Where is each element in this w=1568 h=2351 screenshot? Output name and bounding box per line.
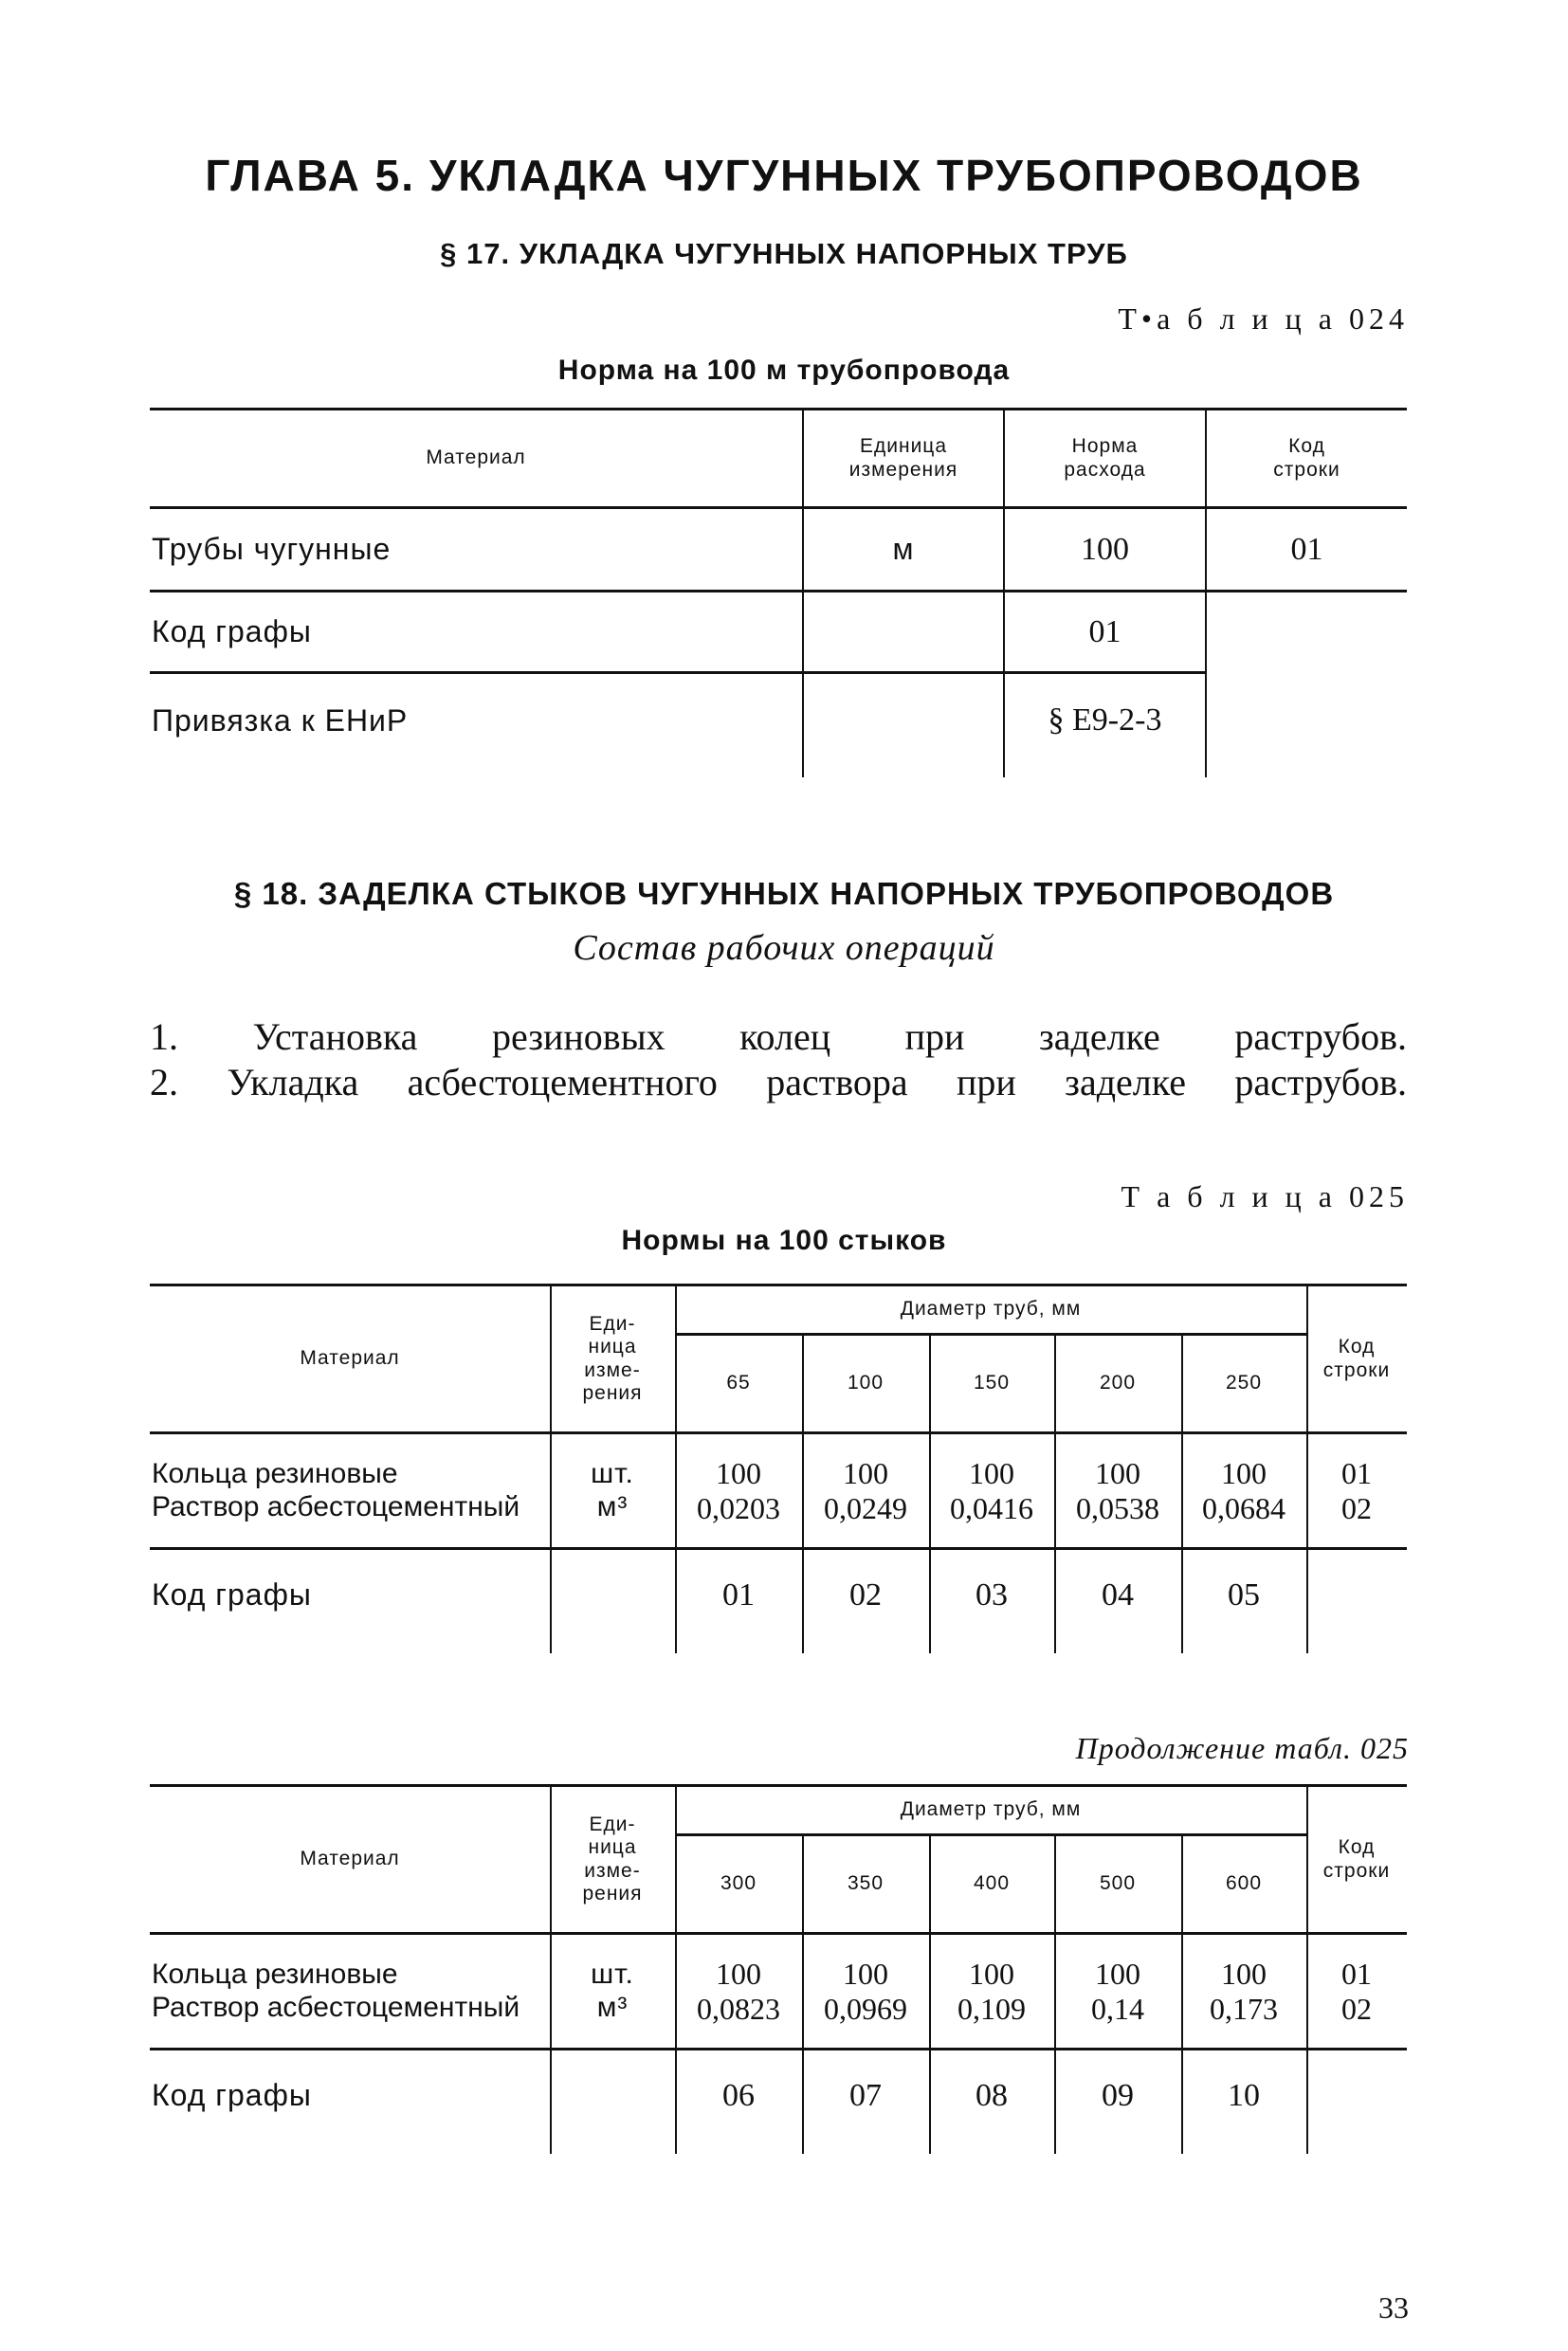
- material-name: Раствор асбестоцементный: [152, 1490, 520, 1522]
- value: 100: [969, 1956, 1014, 1991]
- column-code-value: 02: [849, 1576, 882, 1613]
- value: 0,0969: [824, 1991, 907, 2026]
- row-code: 02: [1341, 1490, 1372, 1525]
- column-code-label: Код графы: [152, 2078, 312, 2112]
- material-name: Кольца резиновые: [152, 1458, 398, 1489]
- value: 100: [1095, 1956, 1140, 1991]
- chapter-title: ГЛАВА 5. УКЛАДКА ЧУГУННЫХ ТРУБОПРОВОДОВ: [205, 151, 1363, 200]
- continuation-label: Продолжение табл. 025: [1075, 1731, 1409, 1765]
- value: 0,0249: [824, 1490, 907, 1525]
- value-cell: [675, 1434, 802, 1547]
- header-diameter-value: 200: [1099, 1372, 1137, 1394]
- value: 0,0684: [1202, 1490, 1285, 1525]
- header-diameter-value: 400: [973, 1872, 1011, 1895]
- header-diameter-value: 300: [720, 1872, 757, 1895]
- value: 0,0416: [950, 1490, 1033, 1525]
- unit-cell: [550, 1434, 675, 1547]
- header-diameter: Диаметр труб, мм: [900, 1298, 1082, 1321]
- value-cell: [675, 1935, 802, 2048]
- value: 100: [716, 1956, 761, 1991]
- section-18-title: § 18. ЗАДЕЛКА СТЫКОВ ЧУГУННЫХ НАПОРНЫХ ТРУБОПРОВОДОВ: [233, 876, 1335, 911]
- material-name: Кольца резиновые: [152, 1959, 398, 1990]
- value: 100: [1221, 1956, 1267, 1991]
- value: 0,14: [1091, 1991, 1144, 2026]
- operation-item: 2. Укладка асбестоцементного раствора при заделке раструбов.: [150, 1061, 1407, 1103]
- header-diameter-value: 65: [726, 1372, 751, 1394]
- header-diameter-value: 500: [1099, 1872, 1137, 1895]
- unit-value: м³: [596, 1991, 629, 2023]
- table-025-label: Т а б л и ц а 025: [1121, 1179, 1409, 1213]
- value-cell: [1181, 1935, 1306, 2048]
- header-row-code: Код строки: [1273, 435, 1340, 481]
- header-diameter-value: 150: [973, 1372, 1011, 1394]
- column-code-value: 08: [975, 2077, 1008, 2113]
- value: 100: [843, 1455, 888, 1490]
- header-norm: Норма расхода: [1064, 435, 1146, 481]
- row-code: 02: [1341, 1991, 1372, 2026]
- column-code-value: 09: [1102, 2077, 1134, 2113]
- value: 0,109: [957, 1991, 1026, 2026]
- header-diameter: Диаметр труб, мм: [900, 1798, 1082, 1821]
- unit-value: шт.: [591, 1959, 634, 1990]
- row-code: 01: [1341, 1455, 1372, 1490]
- column-code-value: 10: [1228, 2077, 1260, 2113]
- value-cell: [1054, 1434, 1181, 1547]
- table-025-caption: Нормы на 100 стыков: [621, 1225, 947, 1256]
- header-unit: Еди- ница изме- рения: [582, 1813, 643, 1904]
- value: 100: [1095, 1455, 1140, 1490]
- table-024-label: Т•а б л и ц а 024: [1118, 301, 1409, 336]
- unit-cell: м: [892, 532, 915, 566]
- header-diameter-value: 350: [847, 1872, 884, 1895]
- column-code-value: 01: [722, 1576, 755, 1613]
- row-code-cell: 01: [1290, 531, 1323, 567]
- column-code-value: 03: [975, 1576, 1008, 1613]
- header-unit: Еди- ница изме- рения: [582, 1313, 643, 1404]
- row-code: 01: [1341, 1956, 1372, 1991]
- column-code-value: 05: [1228, 1576, 1260, 1613]
- header-material: Материал: [426, 447, 526, 469]
- row-code-cell: [1306, 1935, 1407, 2048]
- value-cell: [1054, 1935, 1181, 2048]
- value: 100: [716, 1455, 761, 1490]
- enir-binding-label: Привязка к ЕНиР: [152, 702, 409, 738]
- header-diameter-value: 250: [1225, 1372, 1263, 1394]
- value: 100: [1221, 1455, 1267, 1490]
- value: 0,0203: [697, 1490, 780, 1525]
- header-material: Материал: [300, 1848, 400, 1870]
- value: 100: [843, 1956, 888, 1991]
- material-name: Раствор асбестоцементный: [152, 1991, 520, 2023]
- unit-value: шт.: [591, 1458, 634, 1489]
- column-code-value: 07: [849, 2077, 882, 2113]
- column-code-value: 04: [1102, 1576, 1134, 1613]
- operation-item: 1. Установка резиновых колец при заделке раструбов.: [150, 1015, 1407, 1058]
- enir-binding-value: § Е9-2-3: [1048, 702, 1162, 738]
- header-unit: Единица измерения: [848, 435, 958, 481]
- value-cell: [802, 1935, 929, 2048]
- material-cell: [152, 1935, 550, 2048]
- operations-heading: Состав рабочих операций: [573, 928, 995, 968]
- column-code-value: 01: [1088, 613, 1121, 649]
- row-code-cell: [1306, 1434, 1407, 1547]
- value-cell: [929, 1434, 1054, 1547]
- material-cell: [152, 1434, 550, 1547]
- value: 0,0538: [1076, 1490, 1159, 1525]
- header-diameter-value: 600: [1225, 1872, 1263, 1895]
- section-17-title: § 17. УКЛАДКА ЧУГУННЫХ НАПОРНЫХ ТРУБ: [440, 237, 1128, 270]
- unit-value: м³: [596, 1490, 629, 1522]
- norm-cell: 100: [1081, 531, 1129, 567]
- header-diameter-value: 100: [847, 1372, 884, 1394]
- column-code-label: Код графы: [152, 1577, 312, 1612]
- material-cell: Трубы чугунные: [152, 532, 392, 566]
- table-024-caption: Норма на 100 м трубопровода: [557, 355, 1011, 386]
- unit-cell: [550, 1935, 675, 2048]
- header-row-code: Код строки: [1322, 1336, 1391, 1381]
- value: 0,173: [1210, 1991, 1278, 2026]
- value-cell: [802, 1434, 929, 1547]
- value-cell: [929, 1935, 1054, 2048]
- value: 100: [969, 1455, 1014, 1490]
- value-cell: [1181, 1434, 1306, 1547]
- page-number: 33: [1378, 2290, 1409, 2324]
- header-material: Материал: [300, 1347, 400, 1370]
- column-code-label: Код графы: [152, 614, 312, 648]
- column-code-value: 06: [722, 2077, 755, 2113]
- header-row-code: Код строки: [1322, 1836, 1391, 1882]
- value: 0,0823: [697, 1991, 780, 2026]
